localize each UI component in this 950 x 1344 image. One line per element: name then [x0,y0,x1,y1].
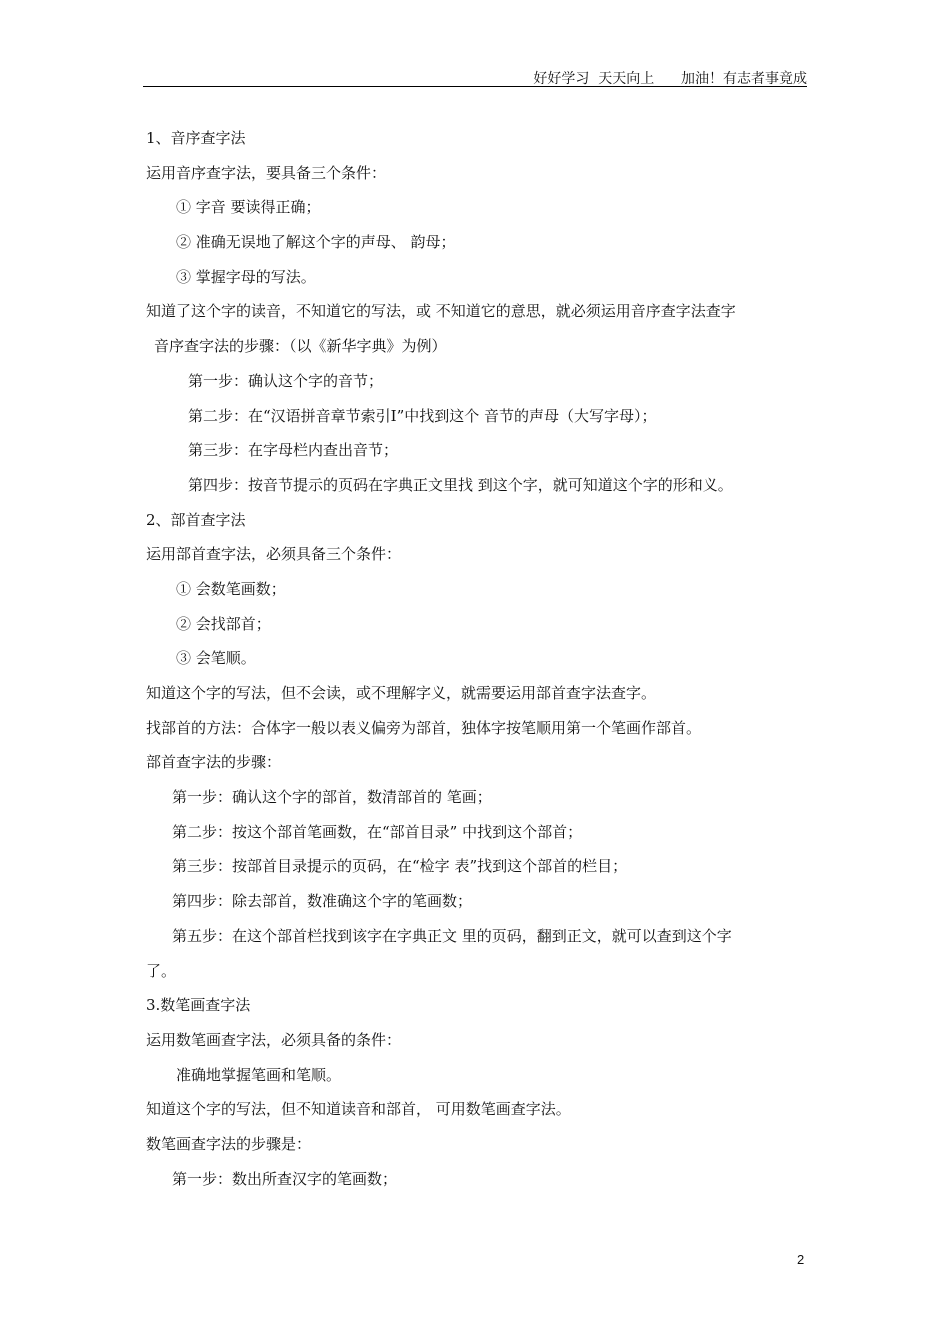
paragraph: 部首查字法的步骤： [146,753,282,772]
step-item: 第二步：按这个部首笔画数，在“部首目录” 中找到这个部首； [172,822,583,841]
paragraph: 知道这个字的写法，但不会读，或不理解字义，就需要运用部首查字法查字。 [146,684,657,702]
condition-item: ① 会数笔画数； [176,579,286,598]
condition-item: ② 准确无误地了解这个字的声母、 韵母； [176,233,456,252]
condition-item: ① 字音 要读得正确； [176,198,321,217]
paragraph: 了。 [146,961,177,980]
step-item: 第一步：数出所查汉字的笔画数； [172,1169,398,1188]
paragraph: 知道了这个字的读音，不知道它的写法，或 不知道它的意思，就必须运用音序查字法查字 [146,302,736,321]
step-item: 第一步：确认这个字的音节； [188,371,384,390]
paragraph: 运用部首查字法，必须具备三个条件： [146,545,402,564]
document-body [146,125,811,1200]
paragraph: 运用音序查字法，要具备三个条件： [146,163,387,182]
step-item: 第四步：除去部首，数准确这个字的笔画数； [172,892,473,911]
step-item: 第五步：在这个部首栏找到该字在字典正文 里的页码，翻到正文，就可以查到这个字 [172,926,732,945]
paragraph: 运用数笔画查字法，必须具备的条件： [146,1030,402,1049]
step-item: 第三步：按部首目录提示的页码，在“检字 表”找到这个部首的栏目； [172,857,628,876]
header-rule [143,86,807,87]
paragraph: 数笔画查字法的步骤是： [146,1134,312,1153]
step-item: 第一步：确认这个字的部首，数清部首的 笔画； [172,788,492,807]
section-heading-phonetic: 1、音序查字法 [146,129,246,147]
section-heading-radical: 2、部首查字法 [146,510,246,529]
step-item: 第二步：在“汉语拼音章节索引Ⅰ”中找到这个 音节的声母（大写字母）； [188,406,657,425]
condition-item: ③ 掌握字母的写法。 [176,267,316,286]
paragraph: 音序查字法的步骤：（以《新华字典》为例） [154,337,447,356]
step-item: 第三步：在字母栏内查出音节； [188,441,399,460]
paragraph: 找部首的方法：合体字一般以表义偏旁为部首，独体字按笔顺用第一个笔画作部首。 [146,718,702,737]
condition-item: 准确地掌握笔画和笔顺。 [176,1065,342,1084]
page-header: 好好学习 天天向上 加油！有志者事竟成 [533,71,807,87]
section-heading-stroke: 3.数笔画查字法 [146,996,251,1015]
condition-item: ② 会找部首； [176,614,271,633]
condition-item: ③ 会笔顺。 [176,649,256,668]
paragraph: 知道这个字的写法，但不知道读音和部首， 可用数笔画查字法。 [146,1100,571,1119]
step-item: 第四步：按音节提示的页码在字典正文里找 到这个字，就可知道这个字的形和义。 [188,475,733,494]
page-number: 2 [797,1252,805,1267]
